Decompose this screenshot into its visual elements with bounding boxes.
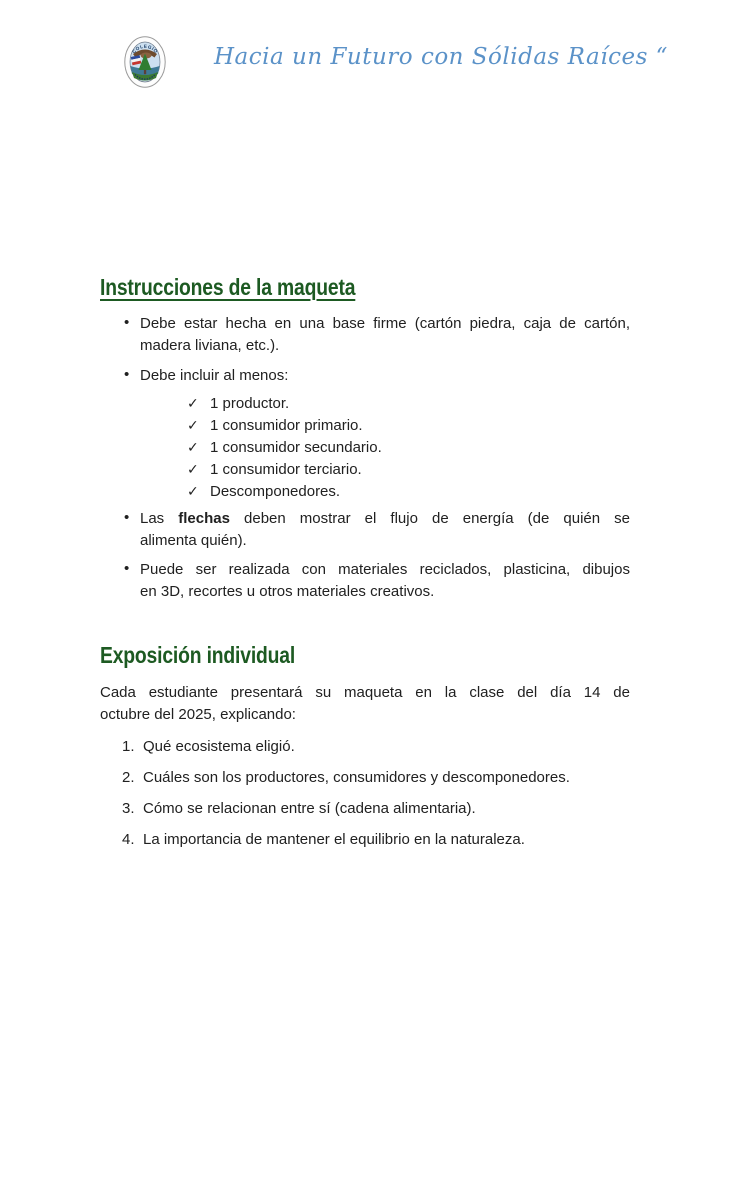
- list-item: [100, 365, 630, 387]
- list-number: 2.: [122, 769, 135, 786]
- numbered-item-text: Cuáles son los productores, consumidores y descomponedores.: [143, 769, 570, 786]
- checkmark-icon: ✓: [187, 484, 199, 500]
- bullet3-line1-post: deben mostrar el flujo de energía (de quién se: [229, 510, 630, 527]
- crest-top-text: COLEGIO: [131, 43, 159, 55]
- exposition-intro-paragraph: [100, 682, 630, 726]
- bullet4-line2: en 3D, recortes u otros materiales creativos.: [140, 583, 435, 600]
- numbered-list: [100, 736, 630, 851]
- list-item: [100, 313, 630, 357]
- check-item-text: 1 consumidor terciario.: [210, 461, 362, 478]
- school-crest-logo: [124, 36, 166, 88]
- numbered-item-text: Cómo se relacionan entre sí (cadena alimentaria).: [143, 800, 476, 817]
- bullet3-line1: [140, 508, 630, 530]
- check-item-text: 1 consumidor primario.: [210, 417, 363, 434]
- list-number: 4.: [122, 831, 135, 848]
- list-item: [100, 559, 630, 603]
- numbered-item-text: Qué ecosistema eligió.: [143, 738, 295, 755]
- section-exposition-heading-row: [100, 642, 630, 668]
- check-item-text: 1 productor.: [210, 395, 290, 412]
- checkmark-icon: ✓: [187, 462, 199, 478]
- checkmark-list: [100, 393, 630, 503]
- bullet1-line1: Debe estar hecha en una base firme (cartón piedra, caja de cartón,: [140, 315, 630, 332]
- list-item: [100, 437, 630, 459]
- list-item: [100, 767, 630, 789]
- intro-line2: octubre del 2025, explicando:: [100, 706, 296, 723]
- section-title-exposicion: Exposición individual: [100, 642, 296, 668]
- list-item: [100, 798, 630, 820]
- section-title-instrucciones: Instrucciones de la maqueta: [100, 274, 356, 300]
- bullet-icon: •: [124, 560, 130, 577]
- bullet3-line1-pre: Las: [140, 510, 179, 527]
- list-item: [100, 736, 630, 758]
- checkmark-icon: ✓: [187, 396, 199, 412]
- school-motto: Hacia un Futuro con Sólidas Raíces “: [214, 44, 668, 70]
- bullet3-bold-word: flechas: [178, 510, 230, 527]
- list-item: [100, 829, 630, 851]
- check-item-text: Descomponedores.: [210, 483, 341, 500]
- list-item: [100, 459, 630, 481]
- bullet-icon: •: [124, 366, 130, 383]
- checkmark-icon: ✓: [187, 418, 199, 434]
- school-crest-icon: [124, 36, 166, 88]
- bullet-icon: •: [124, 509, 130, 526]
- list-item: [100, 415, 630, 437]
- numbered-item-text: La importancia de mantener el equilibrio en la naturaleza.: [143, 831, 525, 848]
- list-number: 1.: [122, 738, 135, 755]
- bullet3-line2: alimenta quién).: [140, 532, 247, 549]
- list-item: [100, 508, 630, 552]
- intro-line1: Cada estudiante presentará su maqueta en la clase del día 14 de: [100, 684, 630, 701]
- check-item-text: 1 consumidor secundario.: [210, 439, 382, 456]
- bullet-icon: •: [124, 314, 130, 331]
- document-body: [100, 274, 630, 860]
- bullet2-text: Debe incluir al menos:: [140, 367, 289, 384]
- section-instructions-heading-row: [100, 274, 630, 300]
- list-number: 3.: [122, 800, 135, 817]
- list-item: [100, 393, 630, 415]
- bullet4-line1: Puede ser realizada con materiales reciclados, plasticina, dibujos: [140, 561, 630, 578]
- bullet1-line2: madera liviana, etc.).: [140, 337, 280, 354]
- checkmark-icon: ✓: [187, 440, 199, 456]
- list-item: [100, 481, 630, 503]
